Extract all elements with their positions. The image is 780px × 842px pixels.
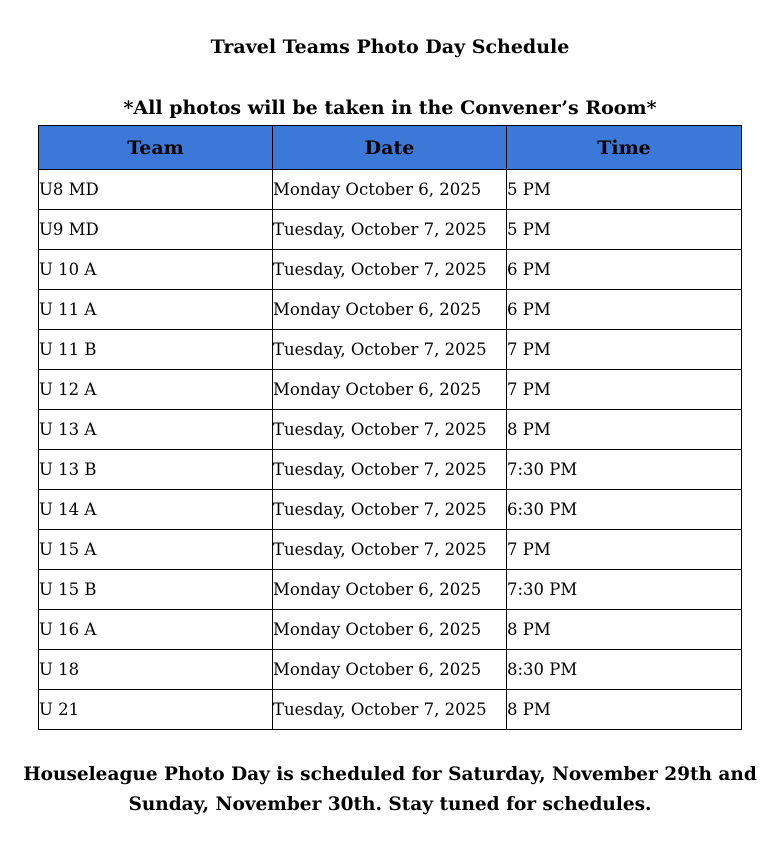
team-cell: U 15 A (39, 530, 273, 570)
date-cell: Tuesday, October 7, 2025 (273, 410, 507, 450)
table-row (39, 570, 742, 610)
page-title: Travel Teams Photo Day Schedule (210, 36, 570, 58)
time-cell: 8 PM (507, 690, 742, 730)
column-header-date: Date (273, 126, 507, 170)
time-cell: 8 PM (507, 410, 742, 450)
date-cell: Monday October 6, 2025 (273, 570, 507, 610)
table-row (39, 210, 742, 250)
table-row (39, 650, 742, 690)
team-cell: U 14 A (39, 490, 273, 530)
team-cell: U 18 (39, 650, 273, 690)
team-cell: U 13 B (39, 450, 273, 490)
houseleague-notice-line-2: Sunday, November 30th. Stay tuned for schedules. (128, 794, 652, 815)
team-cell: U 13 A (39, 410, 273, 450)
table-row (39, 290, 742, 330)
table-header-row (39, 126, 742, 170)
time-cell: 7:30 PM (507, 570, 742, 610)
time-cell: 8:30 PM (507, 650, 742, 690)
date-cell: Tuesday, October 7, 2025 (273, 330, 507, 370)
date-cell: Tuesday, October 7, 2025 (273, 530, 507, 570)
schedule-table (38, 125, 742, 730)
time-cell: 6 PM (507, 290, 742, 330)
table-row (39, 410, 742, 450)
team-cell: U 11 A (39, 290, 273, 330)
date-cell: Tuesday, October 7, 2025 (273, 490, 507, 530)
table-row (39, 330, 742, 370)
date-cell: Tuesday, October 7, 2025 (273, 210, 507, 250)
time-cell: 6:30 PM (507, 490, 742, 530)
column-header-team: Team (39, 126, 273, 170)
team-cell: U9 MD (39, 210, 273, 250)
table-row (39, 170, 742, 210)
table-row (39, 530, 742, 570)
team-cell: U8 MD (39, 170, 273, 210)
table-row (39, 490, 742, 530)
time-cell: 7 PM (507, 530, 742, 570)
time-cell: 7:30 PM (507, 450, 742, 490)
date-cell: Monday October 6, 2025 (273, 650, 507, 690)
table-row (39, 690, 742, 730)
time-cell: 7 PM (507, 330, 742, 370)
date-cell: Monday October 6, 2025 (273, 170, 507, 210)
date-cell: Tuesday, October 7, 2025 (273, 250, 507, 290)
time-cell: 5 PM (507, 170, 742, 210)
table-row (39, 250, 742, 290)
column-header-time: Time (507, 126, 742, 170)
date-cell: Monday October 6, 2025 (273, 610, 507, 650)
location-note: *All photos will be taken in the Convener’s Room* (123, 97, 657, 119)
team-cell: U 10 A (39, 250, 273, 290)
time-cell: 7 PM (507, 370, 742, 410)
table-row (39, 610, 742, 650)
team-cell: U 16 A (39, 610, 273, 650)
date-cell: Tuesday, October 7, 2025 (273, 450, 507, 490)
time-cell: 6 PM (507, 250, 742, 290)
team-cell: U 15 B (39, 570, 273, 610)
date-cell: Monday October 6, 2025 (273, 370, 507, 410)
team-cell: U 12 A (39, 370, 273, 410)
date-cell: Tuesday, October 7, 2025 (273, 690, 507, 730)
team-cell: U 11 B (39, 330, 273, 370)
time-cell: 8 PM (507, 610, 742, 650)
date-cell: Monday October 6, 2025 (273, 290, 507, 330)
table-row (39, 450, 742, 490)
table-row (39, 370, 742, 410)
houseleague-notice-line-1: Houseleague Photo Day is scheduled for Saturday, November 29th and (23, 764, 757, 785)
time-cell: 5 PM (507, 210, 742, 250)
team-cell: U 21 (39, 690, 273, 730)
houseleague-notice (20, 760, 760, 820)
